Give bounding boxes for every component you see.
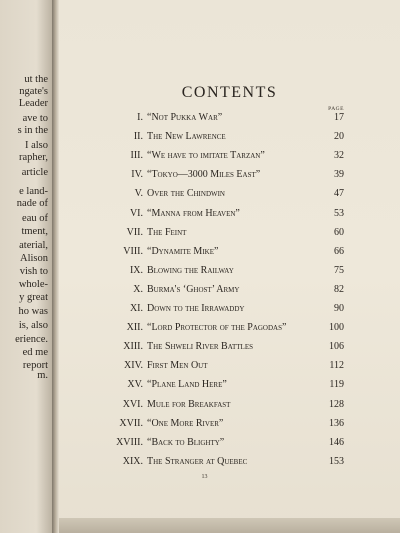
chapter-title: Over the Chindwin [147, 188, 225, 200]
chapter-number: VII. [126, 226, 143, 238]
chapter-page-number: 66 [334, 245, 344, 257]
left-page-text-fragment: Alison [19, 253, 48, 264]
chapter-page-number: 47 [334, 188, 344, 200]
left-page-text-fragment: Leader [18, 98, 48, 109]
contents-entry [59, 208, 359, 224]
contents-entry [59, 456, 359, 472]
contents-title: CONTENTS [181, 84, 278, 101]
chapter-number: XIII. [123, 341, 143, 353]
chapter-number: V. [134, 188, 143, 200]
left-page-text-fragment: ut the [24, 74, 48, 85]
page-column-header: PAGE [328, 106, 344, 112]
chapter-page-number: 39 [334, 169, 344, 181]
contents-entry [59, 284, 359, 300]
chapter-page-number: 153 [329, 455, 344, 467]
contents-entry [59, 379, 359, 395]
contents-entry [59, 188, 359, 204]
chapter-page-number: 20 [334, 131, 344, 143]
chapter-page-number: 32 [334, 150, 344, 162]
chapter-page-number: 112 [329, 360, 344, 372]
chapter-page-number: 53 [334, 207, 344, 219]
chapter-number: XV. [127, 379, 143, 391]
chapter-title: “Tokyo—3000 Miles East” [147, 169, 261, 181]
chapter-page-number: 100 [329, 322, 344, 334]
left-page-text-fragment: ave to [22, 113, 48, 124]
chapter-title: “Lord Protector of the Pagodas” [147, 322, 287, 334]
chapter-number: X. [133, 283, 143, 295]
chapter-title: The Stranger at Quebec [147, 455, 248, 467]
left-page-text-fragment: nade of [16, 198, 48, 209]
chapter-page-number: 60 [334, 226, 344, 238]
chapter-number: IX. [129, 264, 143, 276]
chapter-page-number: 119 [329, 379, 344, 391]
left-page-text-fragment: ed me [22, 347, 48, 358]
chapter-title: Burma's ‘Ghost’ Army [147, 283, 240, 295]
chapter-number: XVII. [119, 417, 143, 429]
chapter-page-number: 146 [329, 436, 344, 448]
chapter-page-number: 136 [329, 417, 344, 429]
contents-entry [59, 303, 359, 319]
left-page-text-fragment: ngate's [19, 86, 48, 97]
chapter-number: XI. [129, 303, 143, 314]
chapter-number: XVIII. [116, 436, 143, 448]
chapter-title: “One More River” [147, 417, 224, 429]
contents-entry [59, 437, 359, 453]
left-page-text-fragment: tment, [21, 226, 48, 237]
left-page-text-fragment: ho was [18, 306, 48, 317]
left-page-text-fragment: article [21, 167, 48, 178]
left-page-text-fragment: rapher, [18, 152, 48, 163]
left-page-text-fragment: erience. [15, 334, 48, 345]
contents-page [59, 0, 400, 533]
chapter-title: “Manna from Heaven” [147, 207, 240, 219]
contents-entry [59, 169, 359, 185]
left-page-text-fragment: is, also [18, 320, 48, 331]
left-page-text-fragment: m. [37, 370, 48, 381]
chapter-title: The New Lawrence [147, 131, 226, 143]
contents-entry [59, 246, 359, 262]
left-page-text-fragment: whole- [18, 279, 48, 290]
chapter-number: VIII. [123, 245, 143, 257]
book-gutter [52, 0, 59, 533]
contents-entry [59, 341, 359, 357]
contents-entry [59, 131, 359, 147]
chapter-page-number: 75 [334, 264, 344, 276]
chapter-title: The Shweli River Battles [147, 341, 253, 353]
page-bottom-edge [59, 518, 400, 533]
left-page-text-fragment: vish to [19, 266, 48, 277]
chapter-title: “Plane Land Here” [147, 379, 227, 391]
chapter-title: Blowing the Railway [147, 264, 234, 276]
contents-entry [59, 150, 359, 166]
chapter-number: XII. [126, 322, 143, 334]
chapter-title: Mule for Breakfast [147, 398, 231, 410]
left-page [0, 0, 52, 533]
contents-entry [59, 322, 359, 338]
chapter-page-number: 90 [334, 303, 344, 314]
left-page-text-fragment: e land- [19, 186, 48, 197]
chapter-title: “We have to imitate Tarzan” [147, 150, 265, 162]
page-number: 13 [201, 474, 208, 480]
chapter-page-number: 82 [334, 283, 344, 295]
contents-entry [59, 360, 359, 376]
left-page-text-fragment: report [22, 360, 48, 371]
left-page-text-fragment: s in the [17, 125, 48, 136]
chapter-number: II. [133, 131, 143, 143]
contents-entry [59, 265, 359, 281]
chapter-title: “Back to Blighty” [147, 436, 225, 448]
chapter-number: III. [130, 150, 143, 162]
left-page-text-fragment: aterial, [19, 240, 48, 251]
chapter-page-number: 128 [329, 398, 344, 410]
left-page-text-fragment: I also [24, 140, 48, 151]
chapter-number: XIX. [122, 455, 143, 467]
left-page-text-fragment: eau of [22, 213, 48, 224]
contents-entry [59, 112, 359, 128]
chapter-title: The Feint [147, 226, 187, 238]
chapter-number: VI. [129, 207, 143, 219]
chapter-title: “Not Pukka War” [147, 112, 223, 123]
chapter-title: First Men Out [147, 360, 208, 372]
contents-entry [59, 227, 359, 243]
contents-entry [59, 399, 359, 415]
chapter-number: IV. [131, 169, 143, 181]
chapter-number: XVI. [122, 398, 143, 410]
chapter-title: Down to the Irrawaddy [147, 303, 245, 314]
left-page-text-fragment: y great [19, 292, 48, 303]
chapter-number: XIV. [124, 360, 143, 372]
chapter-page-number: 106 [329, 341, 344, 353]
chapter-page-number: 17 [334, 112, 344, 123]
chapter-title: “Dynamite Mike” [147, 245, 219, 257]
chapter-number: I. [137, 112, 143, 123]
contents-entry [59, 418, 359, 434]
